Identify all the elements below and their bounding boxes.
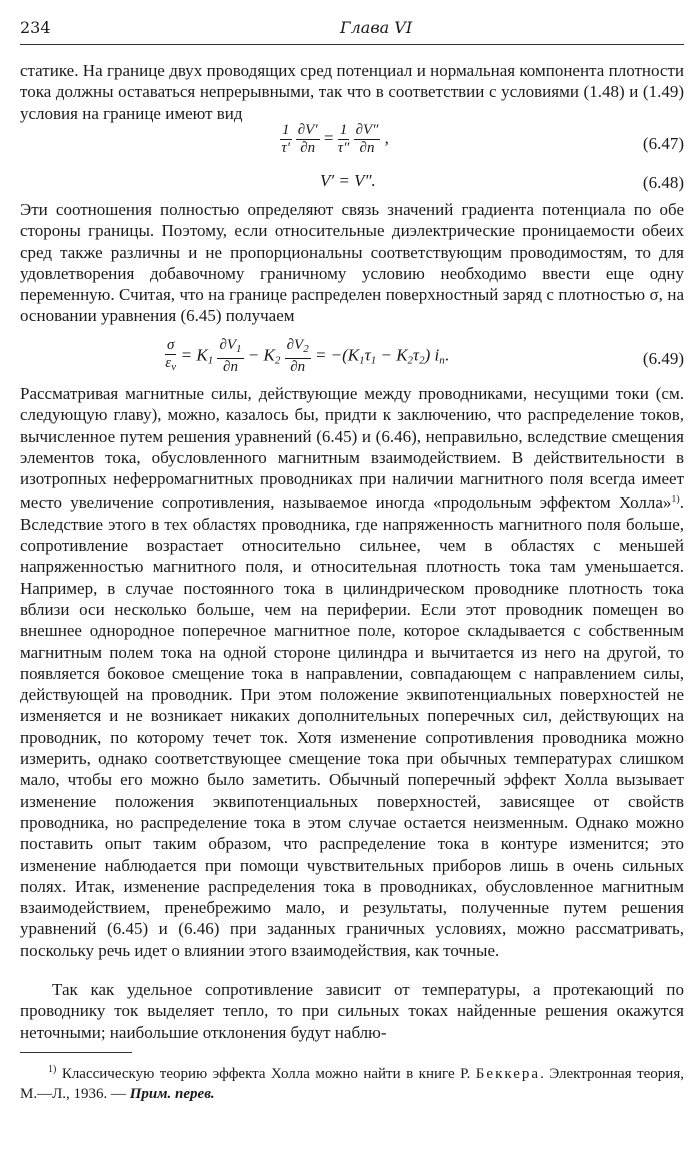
paragraph-4: Так как удельное сопротивление зависит от температуры, а протекающий по проводнику ток выделяет тепло, то при сильных токах найденные решения окажутся неточными; наибольшие отклонения будут наблю- [20,980,684,1042]
header-divider [20,44,684,45]
translator-note: Прим. перев. [129,1086,215,1102]
page-header [20,18,684,42]
equation-6-47 [20,122,684,162]
paragraph-1: статике. На границе двух проводящих сред потенциал и нормальная компонента плотности тока должны оставаться непрерывными, так что в соответствии с условиями (1.48) и (1.49) условия на границе имеют вид [20,61,684,123]
fraction: $\frac{1}{\tau'}$ [281,122,291,156]
equation-number: (6.49) [642,349,684,368]
fraction: $\frac{1}{\tau''}$ [337,122,350,156]
paragraph-3-text-b: . Вследствие этого в тех областях проводника, где напряженность магнитного поля больше, сопротивление возрастает относительно сильнее, чем в областях с меньшей напряженностью магнитного поля, и относительная плотность тока там уменьшается. Например, в случае постоянного тока в цилиндрическом проводнике плотность тока вблизи оси несколько больше, чем на периферии. Если этот проводник помещен во внешнее однородное поперечное магнитное поле, которое складывается с собственным магнитным полем тока на одной стороне цилиндра и вычитается из него на другой, то появляется боковое смещение тока в направлении, совпадающем с направлением силы, действующей на проводник. При этом положение эквипотенциальных поверхностей не изменяется и не возникает никаких дополнительных поперечных сил, действующих на проводник, по которому течет ток. Хотя изменение сопротивления проводника можно измерить, однако соответствующее смещение тока при обычных температурах слишком мало, чтобы его можно было заметить. Обычный поперечный эффект Холла вызывает изменение положения эквипотенциальных поверхностей, зависящее от свойств проводника, но распределение тока в этом случае остается неизменным. Однако можно поставить опыт таким образом, что распределение тока в контуре изменится; это изменение наблюдается при помощи чувствительных приборов лишь в очень сильных полях. Итак, изменение распределения тока в проводниках, обусловленное магнитным взаимодействием, пренебрежимо мало, и результаты, полученные путем решения уравнений (6.45) и (6.46) при заданных граничных условиях, можно рассматривать, поскольку речь идет о влиянии этого взаимодействия, как точные. [20,493,684,960]
paragraph-2: Эти соотношения полностью определяют связь значений градиента потенциала по обе стороны границы. Поэтому, если относительные диэлектрические проницаемости обеих сред также различны и не пропорциональны соответствующим проводимостям, то для удовлетворения добавочному граничному условию необходимо ввести еще одну переменную. Считая, что на границе распределен поверхностный заряд с плотностью σ, на основании уравнения (6.45) получаем [20,200,684,326]
page-number: 234 [20,18,51,37]
fraction: $\frac{\sigma}{\varepsilon_v}$ [165,337,177,373]
footnote: $^{1)}$ Классическую теорию эффекта Холла можно найти в книге Р. Беккера. Электронная теория, М.—Л., 1936. — Прим. перев. [20,1064,684,1102]
footnote-author: Беккера [475,1066,541,1082]
fraction: $\frac{\partial V_1}{\partial n}$ [219,337,242,375]
footnote-divider [20,1052,132,1053]
equals-sign: = [323,128,334,148]
equation-6-48 [20,161,684,201]
equation-number: (6.47) [642,134,684,153]
paragraph-3-text-a: Рассматривая магнитные силы, действующие между проводниками, несущими токи (см. следующую главу), можно, казалось бы, придти к заключению, что распределение токов, вычисленное путем решения уравнений (6.45) и (6.46), неправильно, вследствие смещения элементов тока, обусловленного магнитным взаимодействием. В действительности в изотропных неферромагнитных проводниках при наличии магнитного поля всегда имеет место увеличение сопротивления, называемое иногда «продольным эффектом Холла» [20,384,684,513]
fraction: $\frac{\partial V_2}{\partial n}$ [286,337,309,375]
footnote-marker: 1) [48,1064,57,1075]
equation-6-47-body [280,122,389,157]
comma: , [384,128,389,148]
equation-6-48-body: V′ = V″. [320,171,376,190]
fraction: $\frac{\partial V''}{\partial n}$ [355,122,379,156]
equation-6-49 [20,337,684,377]
equation-number: (6.48) [642,173,684,192]
chapter-title: Глава VI [340,18,413,37]
fraction: $\frac{\partial V'}{\partial n}$ [297,122,318,156]
footnote-reference: 1) [671,494,680,506]
paragraph-3 [20,383,684,961]
equation-6-49-body: $\frac{\sigma}{\varepsilon_v}$ = $K_1$ $\frac{\partial V_1}{\partial n}$ − $K_2$ $\frac{\partial V_2}{\partial n}$ = $-(K_1\tau_1 - K_2\tau_2)$ $i_n$. [165,337,450,375]
